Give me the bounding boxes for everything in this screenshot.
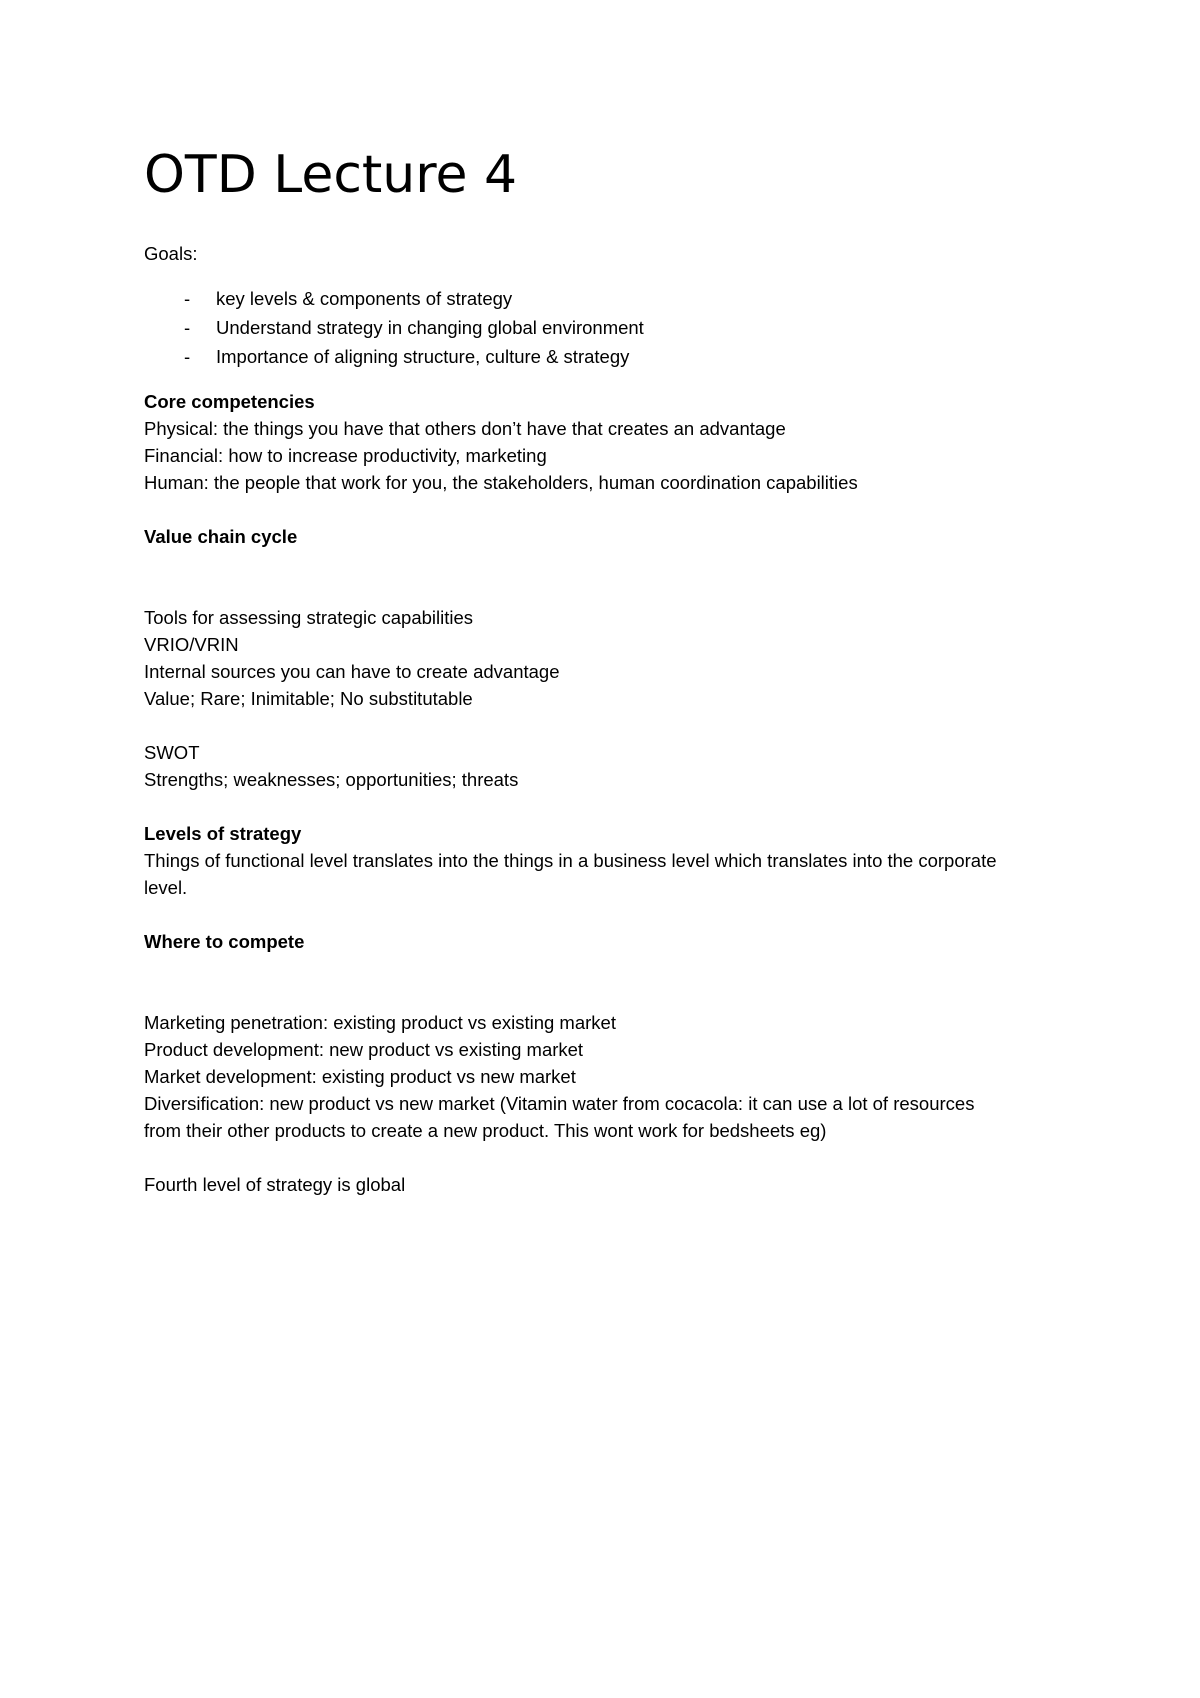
- goals-list-item: [144, 342, 1044, 371]
- levels-heading: Levels of strategy: [144, 823, 302, 844]
- market-strategy-line: Marketing penetration: existing product vs existing market: [144, 1012, 616, 1033]
- value-chain-heading: Value chain cycle: [144, 526, 298, 547]
- levels-paragraph: Things of functional level translates into the things in a business level which translates into the corporate level.: [144, 850, 997, 898]
- market-strategy-line: Market development: existing product vs new market: [144, 1066, 576, 1087]
- core-competency-line: Financial: how to increase productivity, marketing: [144, 445, 547, 466]
- dash-bullet-icon: -: [184, 317, 191, 338]
- goals-item-text: key levels & components of strategy: [216, 288, 513, 309]
- goals-list-item: [144, 284, 1044, 313]
- dash-bullet-icon: -: [184, 346, 191, 367]
- swot-line: Strengths; weaknesses; opportunities; threats: [144, 769, 519, 790]
- core-competency-line: Human: the people that work for you, the stakeholders, human coordination capabilities: [144, 472, 858, 493]
- fourth-level-line: Fourth level of strategy is global: [144, 1174, 406, 1195]
- goals-heading: Goals:: [144, 243, 198, 264]
- tools-line: Tools for assessing strategic capabilities: [144, 607, 474, 628]
- document-page: [144, 140, 1044, 1198]
- tools-line: Value; Rare; Inimitable; No substitutable: [144, 688, 473, 709]
- document-body: [144, 240, 1044, 1198]
- where-to-compete-heading: Where to compete: [144, 931, 305, 952]
- market-strategy-line: Product development: new product vs existing market: [144, 1039, 584, 1060]
- tools-line: Internal sources you can have to create advantage: [144, 661, 560, 682]
- goals-item-text: Importance of aligning structure, culture & strategy: [216, 346, 630, 367]
- diversification-paragraph: Diversification: new product vs new market (Vitamin water from cocacola: it can use a lot of resources from their other products to create a new product. This wont work for bedsheets eg): [144, 1093, 975, 1141]
- goals-list: [144, 284, 1044, 371]
- document-title: OTD Lecture 4: [144, 145, 518, 205]
- swot-line: SWOT: [144, 742, 200, 763]
- dash-bullet-icon: -: [184, 288, 191, 309]
- core-competencies-heading: Core competencies: [144, 391, 315, 412]
- core-competency-line: Physical: the things you have that others don’t have that creates an advantage: [144, 418, 786, 439]
- goals-list-item: [144, 313, 1044, 342]
- tools-line: VRIO/VRIN: [144, 634, 239, 655]
- goals-item-text: Understand strategy in changing global environment: [216, 317, 644, 338]
